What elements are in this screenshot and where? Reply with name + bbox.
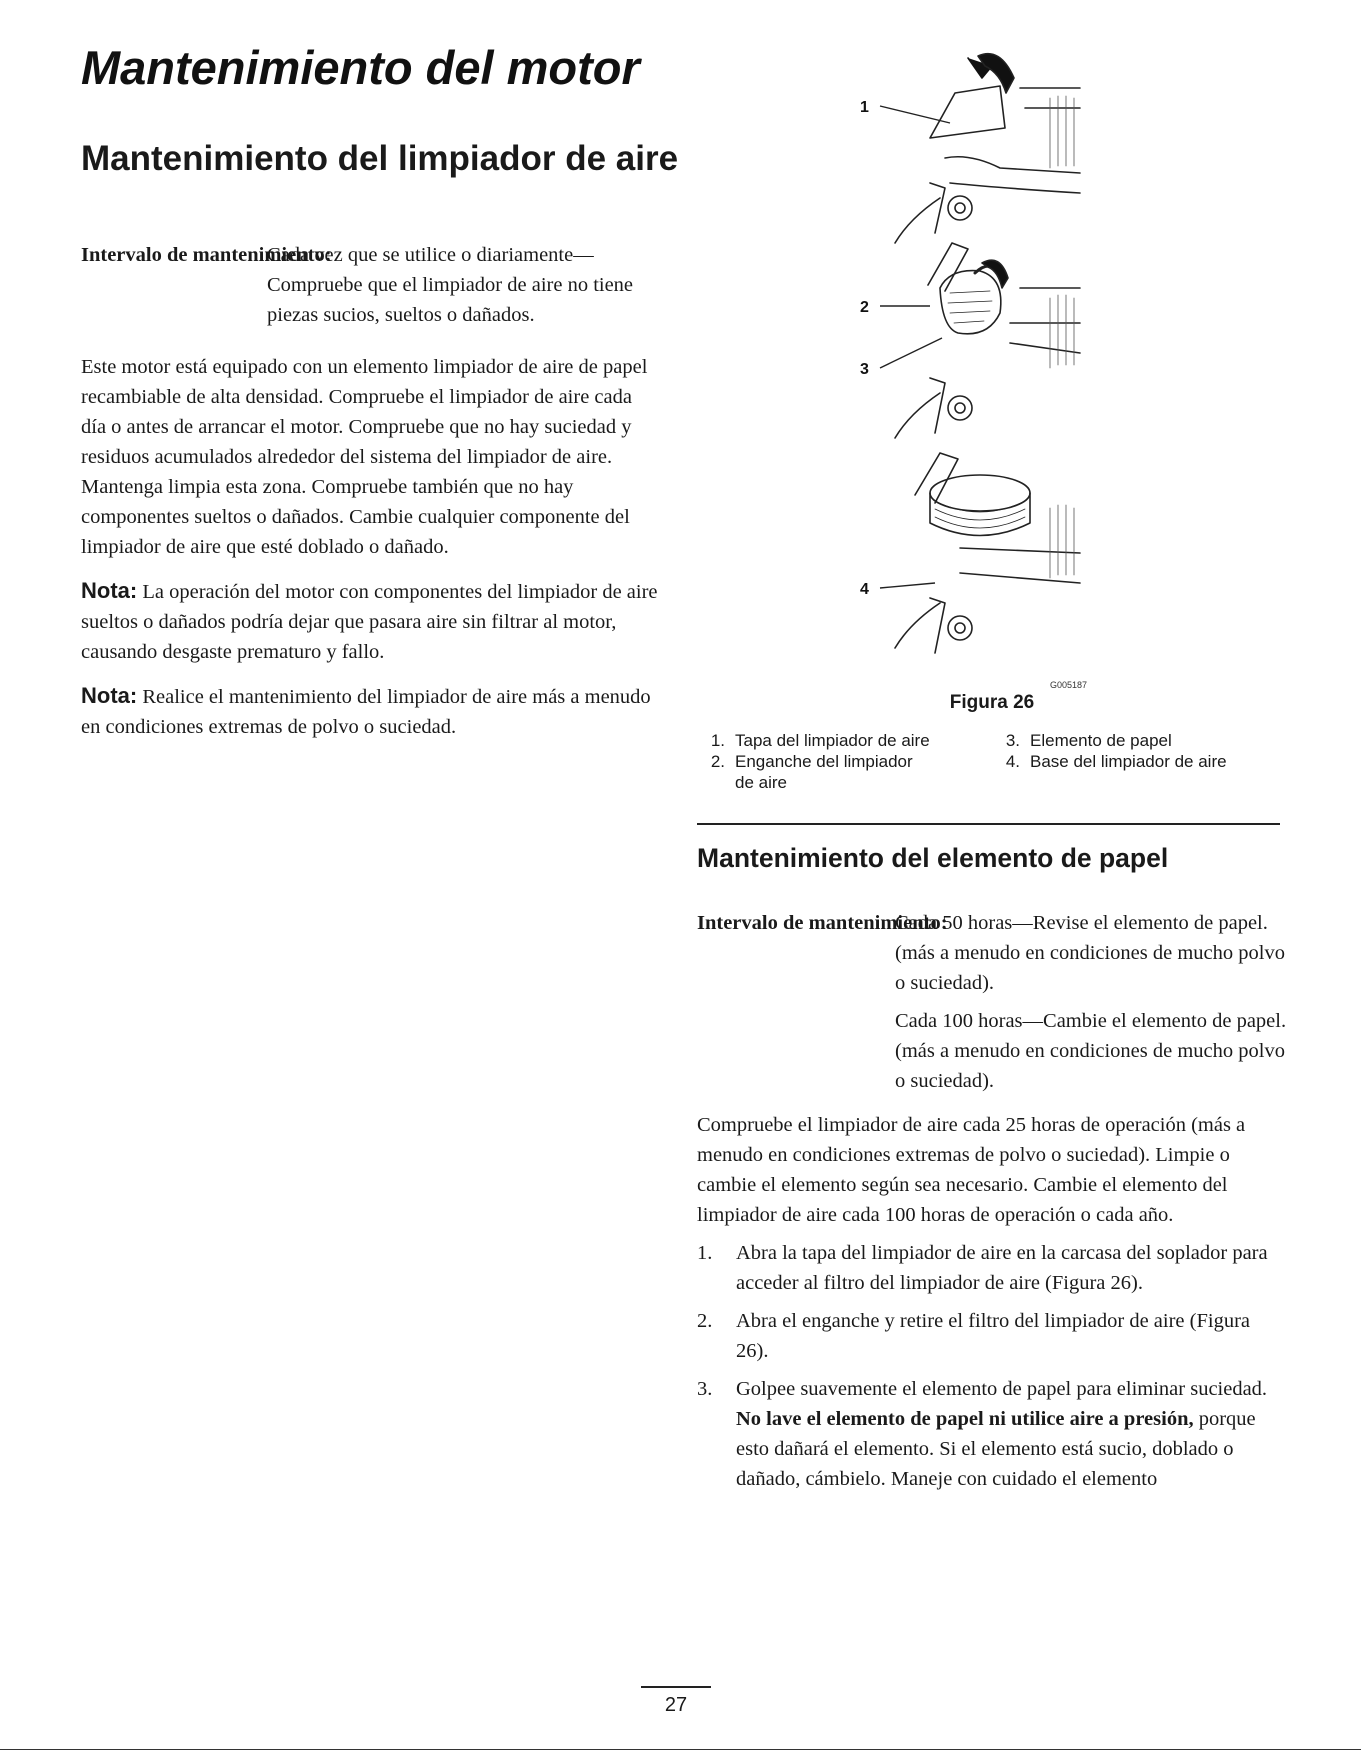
bottom-rule xyxy=(0,1749,1361,1750)
air-cleaner-figure xyxy=(850,48,1110,698)
body-paragraph: Compruebe el limpiador de aire cada 25 horas de operación (más a menudo en condiciones extremas de polvo o suciedad). Limpie o cambie el elemento según sea necesario. Cambie el elemento del limpiador de aire cada 100 horas de operación o cada año. xyxy=(697,1114,1246,1226)
right-column-content xyxy=(697,908,1287,1494)
interval-text-2: Cada 100 horas—Cambie el elemento de papel. (más a menudo en condiciones de mucho polvo o suciedad). xyxy=(895,1010,1287,1092)
note-text: La operación del motor con componentes del limpiador de aire sueltos o dañados podría dejar que pasara aire sin filtrar al motor, causando desgaste prematuro y fallo. xyxy=(81,581,658,663)
figure-caption: Figura 26 xyxy=(949,692,1035,713)
interval-label: Intervalo de mantenimiento: xyxy=(81,244,332,266)
callout-1: 1 xyxy=(860,99,869,116)
steps-list xyxy=(697,1238,1287,1494)
interval-text-1: Cada 50 horas—Revise el elemento de papel. (más a menudo en condiciones de mucho polvo o suciedad). xyxy=(895,912,1285,994)
section-divider xyxy=(697,823,1280,825)
page-number-rule xyxy=(641,1686,711,1688)
figure-code: G005187 xyxy=(1050,680,1088,690)
interval-label: Intervalo de mantenimiento: xyxy=(697,912,948,934)
body-paragraph: Este motor está equipado con un elemento limpiador de aire de papel recambiable de alta densidad. Compruebe el limpiador de aire cada día o antes de arrancar el motor. Compruebe que no hay suciedad y residuos acumulados alrededor del sistema del limpiador de aire. Mantenga limpia esta zona. Compruebe también que no hay componentes sueltos o dañados. Cambie cualquier componente del limpiador de aire que esté doblado o dañado. xyxy=(81,356,648,558)
note-1 xyxy=(81,576,661,667)
step-item: 1. Abra la tapa del limpiador de aire en la carcasa del soplador para acceder al filtro del limpiador de aire (Figura 26). xyxy=(697,1242,1268,1294)
left-column xyxy=(81,240,661,742)
section-title-paper-element: Mantenimiento del elemento de papel xyxy=(697,843,1169,873)
figure-panel-1 xyxy=(895,54,1080,243)
figure-panel-3 xyxy=(895,453,1080,653)
note-2 xyxy=(81,681,661,742)
page-number: 27 xyxy=(664,1694,688,1716)
figure-legend xyxy=(697,730,1287,793)
legend-item: 1. Tapa del limpiador de aire xyxy=(710,731,930,750)
legend-item: 3. Elemento de papel xyxy=(1005,731,1172,750)
warning-text: No lave el elemento de papel ni utilice aire a presión, xyxy=(736,1408,1194,1430)
section-title-air-cleaner: Mantenimiento del limpiador de aire xyxy=(81,139,679,178)
callout-4: 4 xyxy=(860,581,869,598)
figure-panel-2 xyxy=(895,243,1080,438)
legend-item: 4. Base del limpiador de aire xyxy=(1005,752,1227,771)
note-text: Realice el mantenimiento del limpiador de aire más a menudo en condiciones extremas de polvo o suciedad. xyxy=(81,686,651,738)
note-label: Nota: xyxy=(81,578,138,603)
maintenance-interval xyxy=(81,240,661,338)
callout-3: 3 xyxy=(860,361,869,378)
note-label: Nota: xyxy=(81,683,138,708)
interval-text: Cada vez que se utilice o diariamente—Compruebe que el limpiador de aire no tiene piezas sucios, sueltos o dañados. xyxy=(267,244,634,326)
step-item: 3. Golpee suavemente el elemento de papel para eliminar suciedad. No lave el elemento de papel ni utilice aire a presión, porque esto dañará el elemento. Si el elemento está sucio, doblado o dañado, cámbielo. Maneje con cuidado el elemento xyxy=(697,1378,1268,1490)
step-item: 2. Abra el enganche y retire el filtro del limpiador de aire (Figura 26). xyxy=(697,1310,1250,1362)
legend-item: 2. Enganche del limpiador de aire xyxy=(710,752,913,792)
callout-2: 2 xyxy=(860,299,869,316)
page-title: Mantenimiento del motor xyxy=(81,41,640,94)
